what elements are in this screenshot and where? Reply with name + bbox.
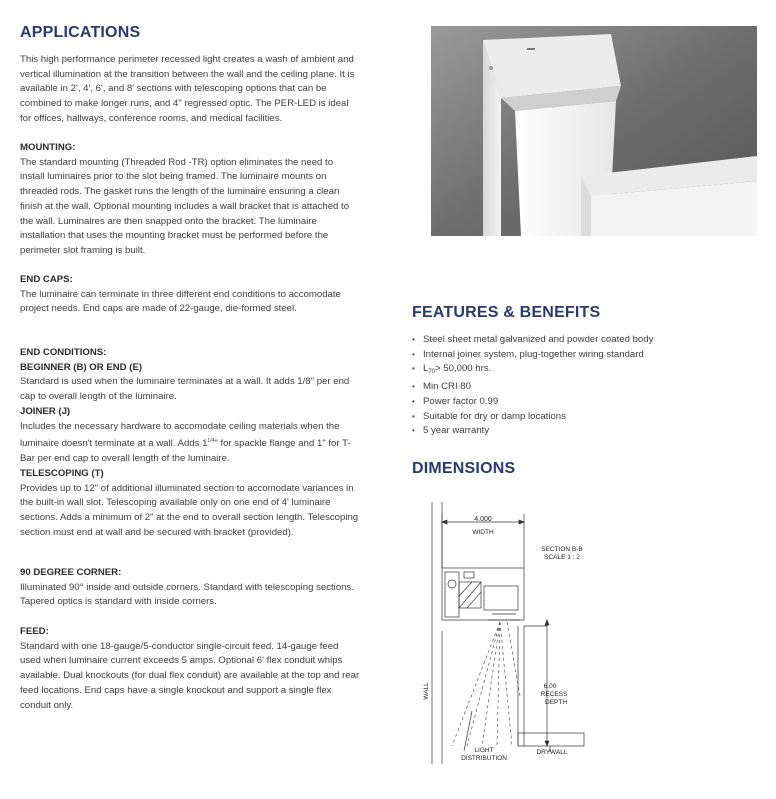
mounting-title: MOUNTING: <box>20 142 76 153</box>
width-value: 4.000 <box>474 516 492 523</box>
dimension-drawing <box>412 496 632 776</box>
features-title: FEATURES & BENEFITS <box>412 304 601 321</box>
beginner-body: Standard is used when the luminaire terminates at a wall. It adds 1/8" per end cap to overall length of the luminaire. <box>20 376 350 403</box>
lifetime-value: > 50,000 hrs. <box>435 363 492 375</box>
beginner-title: BEGINNER (B) OR END (E) <box>20 361 143 373</box>
applications-body: This high performance perimeter recessed light creates a wash of ambient and vertical illumination at the transition between the wall and the ceiling plane. It is available in 2', 4', 6', and 8' sections with telescoping options that can be combined to make longer runs, and 4" regressed optic. The PER-LED is ideal for offices, hallways, conference rooms, and medical facilities. <box>20 54 355 124</box>
lifetime-prefix: L <box>423 363 429 375</box>
corner-section <box>20 566 360 610</box>
mounting-section <box>20 141 360 259</box>
telescoping-title: TELESCOPING (T) <box>20 467 104 479</box>
scale-label: SCALE 1 : 2 <box>544 554 580 561</box>
list-item: • 5 year warranty <box>412 424 752 439</box>
depth-label-2: DEPTH <box>544 699 568 706</box>
list-item <box>412 362 752 380</box>
wall-label: WALL <box>423 682 430 700</box>
depth-label-1: RECESS <box>540 691 568 698</box>
product-photo <box>431 26 757 236</box>
features-list <box>412 333 752 439</box>
light-label-1: LIGHT <box>474 747 494 754</box>
list-item: • Min CRI 80 <box>412 380 752 395</box>
end-caps-section <box>20 273 360 317</box>
corner-title: 90 DEGREE CORNER: <box>20 567 122 578</box>
width-label: WIDTH <box>472 529 494 536</box>
joiner-body-start: Includes the necessary hardware to accomodate ceiling materials when the luminaire doesn't terminate at a wall. Adds 1 <box>20 420 340 450</box>
end-caps-body: The luminaire can terminate in three different end conditions to accomodate project needs. End caps are made of 22-gauge, die-formed steel. <box>20 288 341 315</box>
joiner-fraction: 1/4 <box>207 438 215 445</box>
mounting-body: The standard mounting (Threaded Rod -TR) option eliminates the need to install luminaires prior to the slot being framed. The luminaire mounts on threaded rods. The gasket runs the length of the luminaire ensuring a clean finish at the wall. Optional mounting includes a wall bracket that is attached to the wall. Luminaires are then snapped onto the bracket. The luminaire installation that uses the mounting bracket must be performed before the perimeter slot framing is built. <box>20 156 350 256</box>
end-conditions-section <box>20 346 360 540</box>
corner-body: Illuminated 90° inside and outside corners. Standard with telescoping sections. Tapered optics is standard with inside corners. <box>20 581 354 608</box>
lifetime-subscript: 70 <box>428 369 436 376</box>
end-conditions-title: END CONDITIONS: <box>20 347 107 358</box>
joiner-title: JOINER (J) <box>20 405 71 417</box>
list-item: • Internal joiner system, plug-together wiring standard <box>412 348 752 363</box>
list-item: • Power factor 0.99 <box>412 395 752 410</box>
dimensions-title: DIMENSIONS <box>412 460 516 477</box>
feed-body: Standard with one 18-gauge/5-conductor single-circuit feed. 14-gauge feed used when luminaire current exceeds 5 amps. Optional 6' flex conduit whips available. Dual knockouts (for dual flex conduit) are available at the top and rear feed locations. End caps have a single knockout and support a single flex conduit only. <box>20 640 360 711</box>
telescoping-body: Provides up to 12" of additional illuminated section to accomodate variances in the built-in wall slot. Telescoping available only on one end of 4' luminaire sections. Adds a minimum of 2" at the end to overall section length. Telescoping section must end at wall and be secured with bracket (provided). <box>20 482 359 538</box>
list-item: • Steel sheet metal galvanized and powder coated body <box>412 333 752 348</box>
list-item: • Suitable for dry or damp locations <box>412 410 752 425</box>
light-label-2: DISTRIBUTION <box>461 755 507 762</box>
depth-value: 6.00 <box>543 683 557 690</box>
joiner-body <box>20 420 360 467</box>
section-label: SECTION B-B <box>541 546 583 553</box>
joiner-body-end: " for spackle flange and 1" for T-Bar per end cap to overall length of the luminaire. <box>20 438 351 465</box>
feed-section <box>20 625 360 713</box>
drywall-label: DRYWALL <box>536 749 568 756</box>
applications-title: APPLICATIONS <box>20 24 141 41</box>
feed-title: FEED: <box>20 626 49 637</box>
end-caps-title: END CAPS: <box>20 274 73 285</box>
